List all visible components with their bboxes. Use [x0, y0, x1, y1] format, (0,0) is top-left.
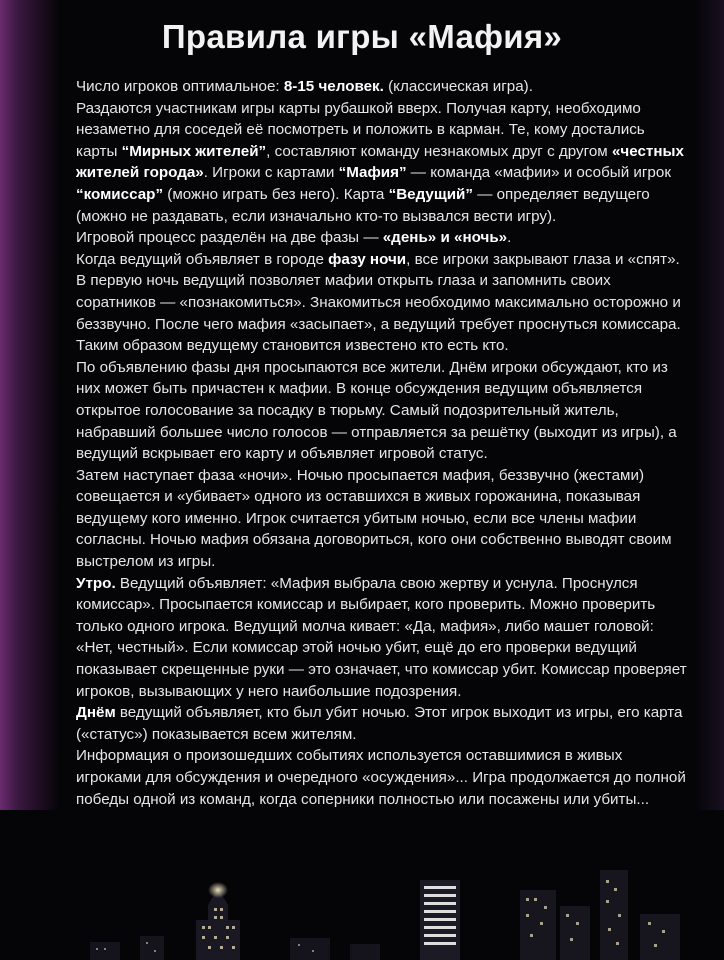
paragraph-first-night: Когда ведущий объявляет в городе фазу ночи, все игроки закрывают глаза и «спят». В первую ночь ведущий позволяет мафии открыть глаза и запомнить своих соратников — «познакомиться». Знакомиться необходимо максимально осторожно и беззвучно. После чего мафия «засыпает», а ведущий требует проснуться комиссара. Таким образом ведущему становится известено кто есть кто.: [76, 250, 681, 355]
paragraph-players: Число игроков оптимальное: 8-15 человек. (классическая игра).: [76, 78, 533, 95]
rules-text: [76, 76, 688, 810]
paragraph-night: Затем наступает фаза «ночи». Ночью просыпается мафия, беззвучно (жестами) совещается и «убивает» одного из оставшихся в живых горожанина, показывая ведущему кого именно. Игрок считается убитым ночью, если все члены мафии согласны. Ночью мафия обязана договориться, кого они собственно выводят своим выстрелом из игры.: [76, 466, 672, 571]
paragraph-morning: Утро. Ведущий объявляет: «Мафия выбрала свою жертву и уснула. Проснулся комиссар». Просыпается комиссар и выбирает, кого проверить. Можно проверить только одного игрока. Ведущий молча кивает: «Да, мафия», либо машет головой: «Нет, честный». Если комиссар этой ночью убит, ещё до его проверки ведущий показывает скрещенные руки — это означает, что комиссар убит. Комиссар проверяет игроков, вызывающих у него наибольшие подозрения.: [76, 574, 687, 700]
paragraph-phases: Игровой процесс разделён на две фазы — «день» и «ночь».: [76, 229, 512, 247]
paragraph-day: По объявлению фазы дня просыпаются все жители. Днём игроки обсуждают, кто из них может быть причастен к мафии. В конце обсуждения ведущим объявляется открытое голосование за посадку в тюрьму. Самый подозрительный житель, набравший большее число голосов — отправляется за решётку (выходит из игры), а ведущий вскрывает его карту и объявляет игровой статус.: [76, 358, 677, 463]
paragraph-daytime: Днём ведущий объявляет, кто был убит ночью. Этот игрок выходит из игры, его карта («статус») показывается всем жителям.: [76, 704, 683, 743]
paragraph-cards: Раздаются участникам игры карты рубашкой вверх. Получая карту, необходимо незаметно для соседей её посмотреть и положить в карман. Те, кому достались карты “Мирных жителей”, составляют команду незнакомых друг с другом «честных жителей города». Игроки с картами “Мафия” — команда «мафии» и особый игрок “комиссар” (можно играть без него). Карта “Ведущий” — определяет ведущего (можно не раздавать, если изначально кто-то вызвался вести игру).: [76, 99, 684, 225]
city-skyline-image: [0, 810, 724, 960]
page-title: Правила игры «Мафия»: [161, 18, 563, 55]
paragraph-info: Информация о произошедших событиях используется оставшимися в живых игроками для обсуждения и очередного «осуждения»... Игра продолжается до полной победы одной из команд, когда соперники полностью или посажены или убиты...: [76, 747, 686, 808]
